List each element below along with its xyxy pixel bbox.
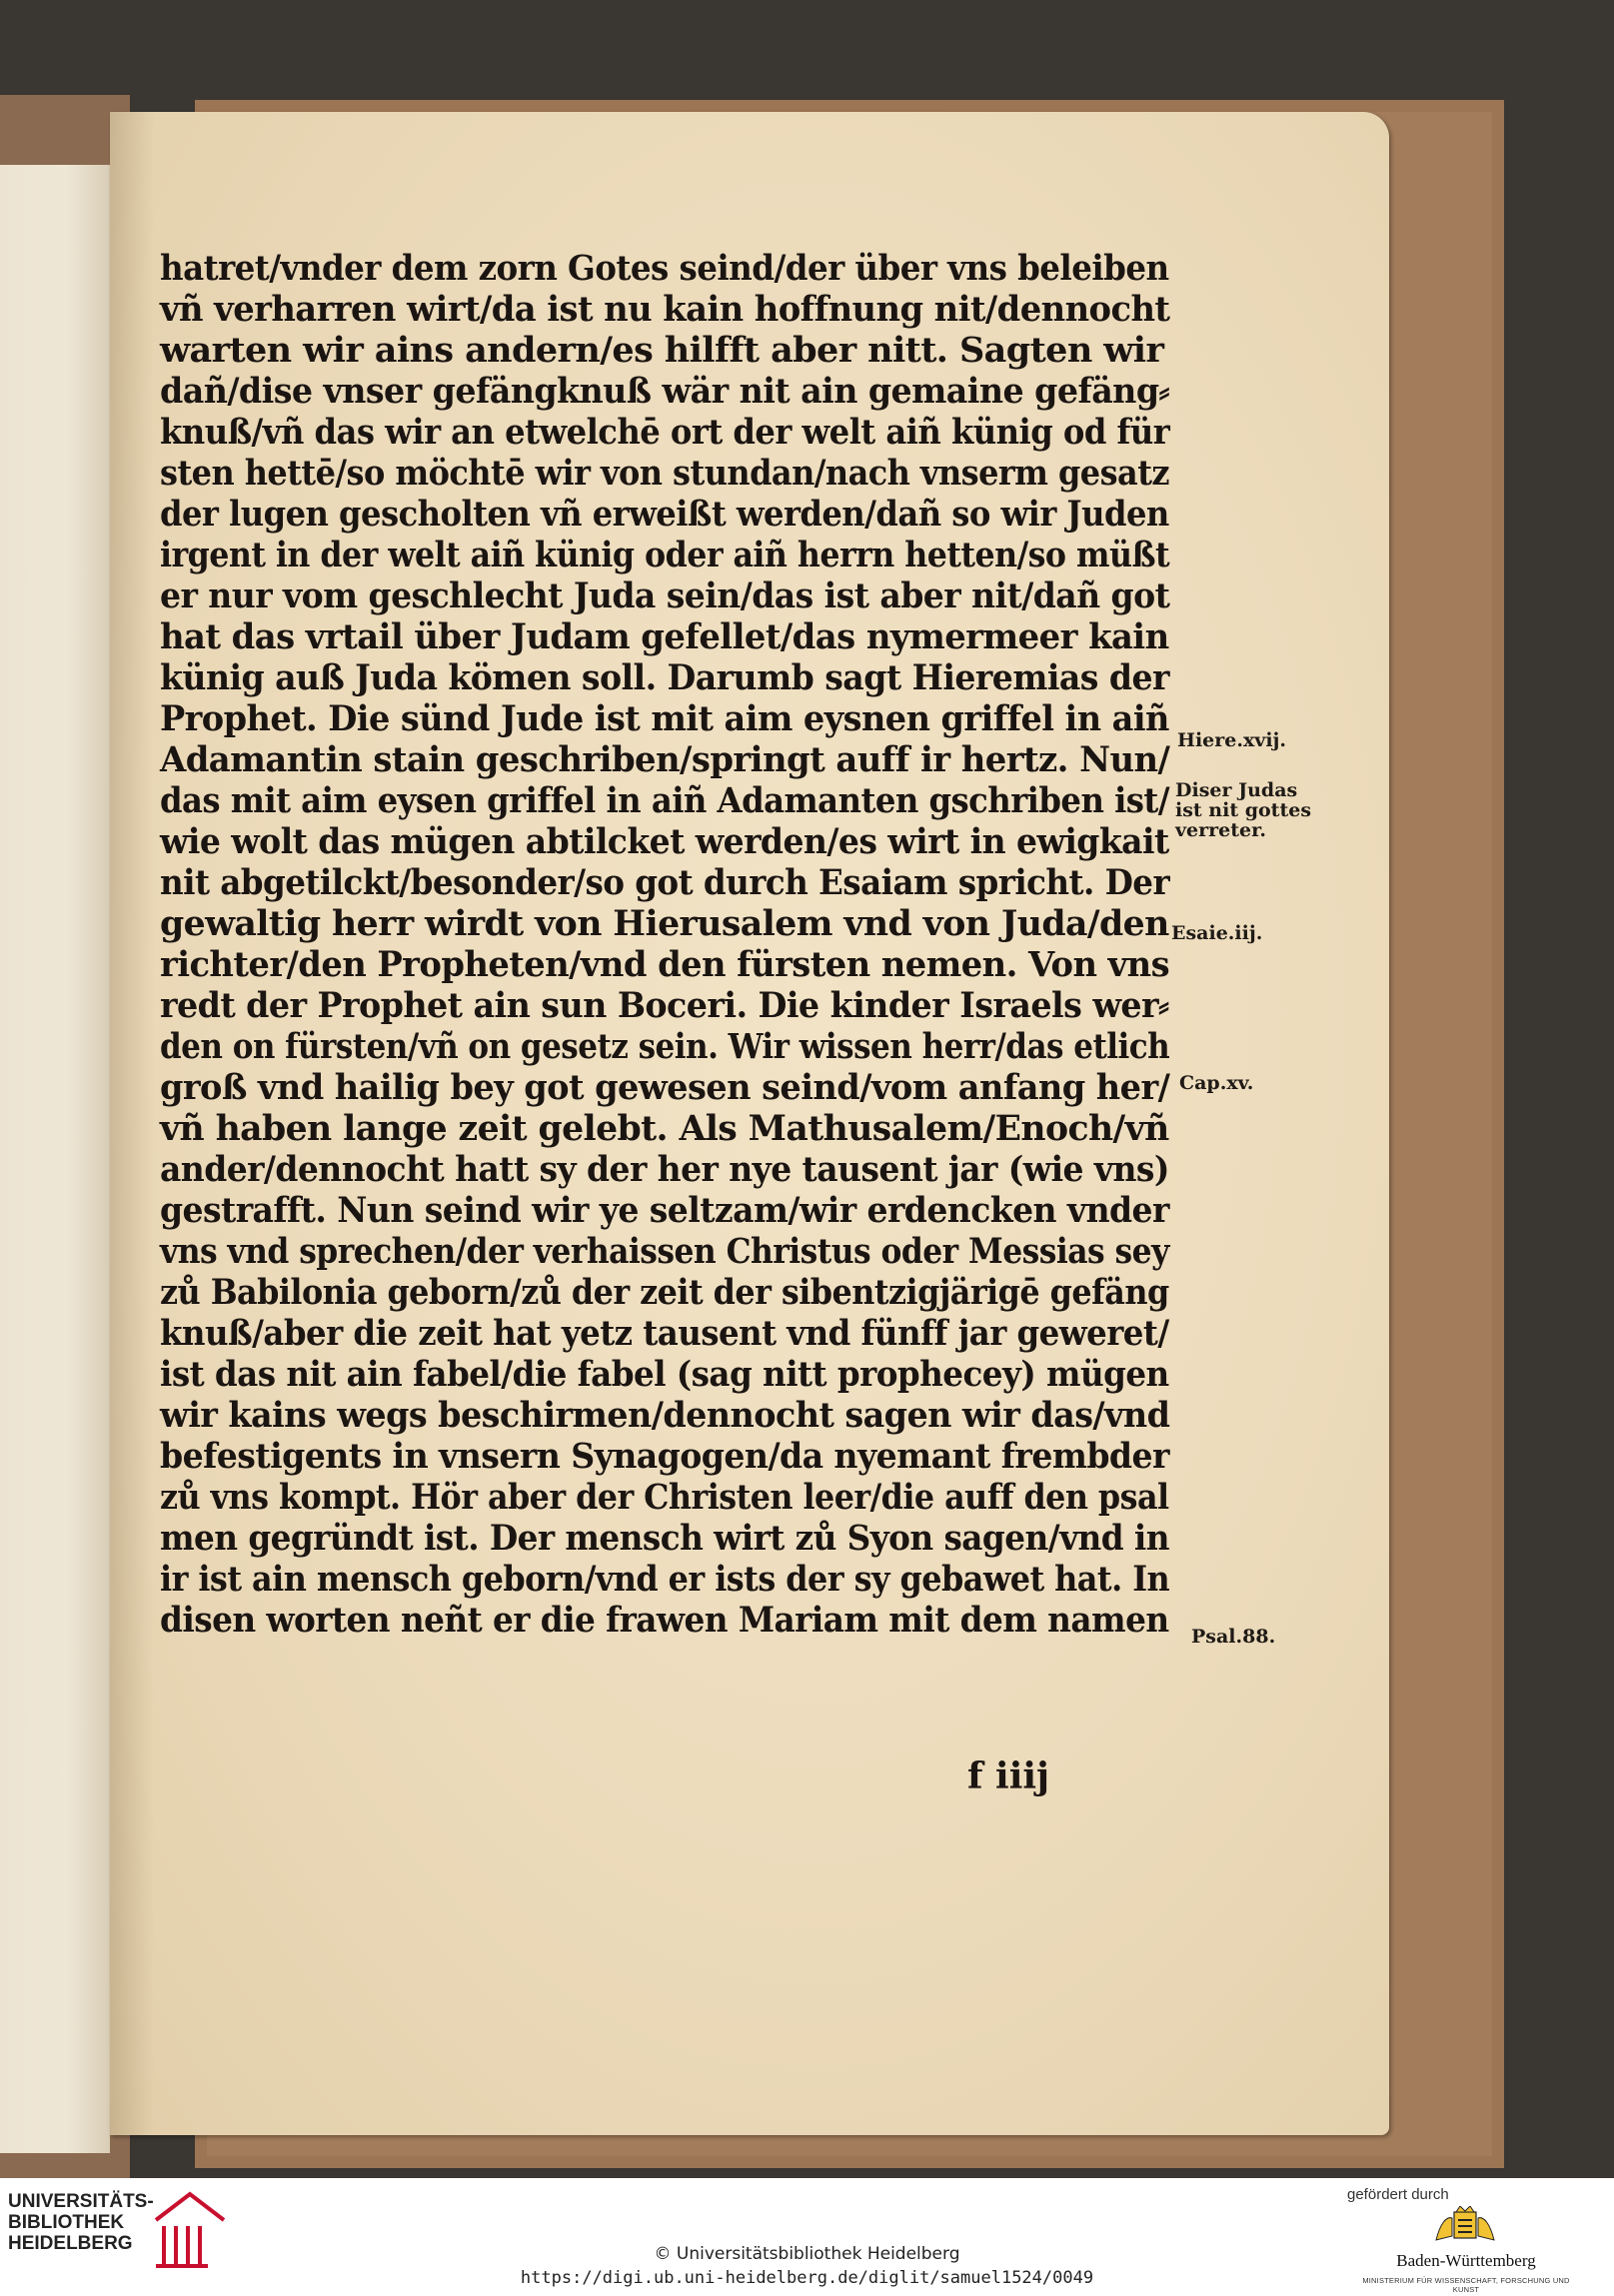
text-line: Prophet. Die sünd Jude ist mit aim eysnen griffel in aiñ <box>160 698 1169 739</box>
text-line: groß vnd hailig bey got gewesen seind/vom anfang her/ <box>160 1067 1170 1108</box>
library-logo-line: UNIVERSITÄTS- <box>8 2191 154 2212</box>
text-line: das mit aim eysen griffel in aiñ Adamanten gschriben ist/ <box>160 780 1170 821</box>
text-line: ir ist ain mensch geborn/vnd er ists der sy gebawet hat. In <box>160 1559 1170 1600</box>
margin-note-line: Diser Judas <box>1175 779 1298 801</box>
margin-note-cap <box>1179 1073 1253 1093</box>
text-line: ander/dennocht hatt sy der her nye tausent jar (wie vns) <box>160 1149 1169 1190</box>
signature-mark: f iiij <box>967 1755 1050 1797</box>
facing-page-edge <box>0 165 110 2153</box>
page-gutter-shadow <box>110 112 154 2135</box>
text-line: wie wolt das mügen abtilcket werden/es wirt in ewigkait <box>160 821 1169 862</box>
text-line: ist das nit ain fabel/die fabel (sag nitt prophecey) mügen <box>160 1354 1169 1395</box>
text-line: hat das vrtail über Judam gefellet/das nymermeer kain <box>160 616 1169 657</box>
state-crest-icon <box>1432 2206 1498 2246</box>
text-line: zů Babilonia geborn/zů der zeit der sibentzigjärigē gefäng <box>160 1272 1169 1313</box>
text-line: der lugen gescholten vñ erweißt werden/dañ so wir Juden <box>160 494 1169 535</box>
text-line: zů vns kompt. Hör aber der Christen leer/die auff den psal <box>160 1477 1169 1518</box>
library-logo-line: HEIDELBERG <box>8 2233 133 2254</box>
text-line: künig auß Juda kömen soll. Darumb sagt Hieremias der <box>160 657 1169 698</box>
text-line: redt der Prophet ain sun Boceri. Die kinder Israels wer⸗ <box>160 985 1169 1026</box>
library-logo-line: BIBLIOTHEK <box>8 2212 125 2233</box>
text-line: men gegründt ist. Der mensch wirt zů Syon sagen/vnd in <box>160 1518 1169 1559</box>
copyright-text: © Universitätsbibliothek Heidelberg <box>654 2244 960 2264</box>
margin-note-hiere <box>1177 730 1286 750</box>
text-line: vns vnd sprechen/der verhaissen Christus oder Messias sey <box>160 1231 1169 1272</box>
page-text <box>160 248 1169 1641</box>
text-line: richter/den Propheten/vnd den fürsten nemen. Von vns <box>160 944 1170 985</box>
text-line: nit abgetilckt/besonder/so got durch Esaiam spricht. Der <box>160 862 1170 903</box>
text-line: er nur vom geschlecht Juda sein/das ist aber nit/dañ got <box>160 575 1170 616</box>
margin-note-judas <box>1175 780 1311 840</box>
text-line: gewaltig herr wirdt von Hierusalem vnd von Juda/den <box>160 903 1169 944</box>
text-line: disen worten neñt er die frawen Mariam mit dem namen <box>160 1600 1169 1641</box>
margin-note-psal <box>1191 1627 1275 1647</box>
text-line: knuß/aber die zeit hat yetz tausent vnd fünff jar geweret/ <box>160 1313 1169 1354</box>
text-line: vñ haben lange zeit gelebt. Als Mathusalem/Enoch/vñ <box>160 1108 1169 1149</box>
state-name: Baden-Württemberg <box>1396 2251 1536 2270</box>
margin-note-line: Psal.88. <box>1191 1626 1276 1648</box>
text-line: den on fürsten/vñ on gesetz sein. Wir wissen herr/das etlich <box>160 1026 1170 1067</box>
text-line: knuß/vñ das wir an etwelchē ort der welt aiñ künig od für <box>160 412 1170 453</box>
text-line: hatret/vnder dem zorn Gotes seind/der über vns beleiben <box>160 248 1169 289</box>
text-line: wir kains wegs beschirmen/dennocht sagen wir das/vnd <box>160 1395 1170 1436</box>
ministry-name: MINISTERIUM FÜR WISSENSCHAFT, FORSCHUNG UND KUNST <box>1362 2276 1570 2294</box>
margin-note-line: ist nit gottes <box>1175 799 1312 821</box>
margin-note-line: Hiere.xvij. <box>1177 729 1287 751</box>
margin-note-esaie <box>1171 923 1262 943</box>
text-line: sten hettē/so möchtē wir von stundan/nach vnserm gesatz <box>160 453 1170 494</box>
funded-by-label: gefördert durch <box>1347 2186 1449 2203</box>
text-line: warten wir ains andern/es hilfft aber nitt. Sagten wir <box>160 330 1164 371</box>
margin-note-line: verreter. <box>1175 819 1266 841</box>
permalink-url[interactable]: https://digi.ub.uni-heidelberg.de/diglit/samuel1524/0049 <box>520 2268 1094 2288</box>
text-line: Adamantin stain geschriben/springt auff ir hertz. Nun/ <box>160 739 1170 780</box>
text-line: befestigents in vnsern Synagogen/da nyemant frembder <box>160 1436 1169 1477</box>
margin-note-line: Cap.xv. <box>1179 1072 1254 1094</box>
margin-note-line: Esaie.iij. <box>1171 922 1263 944</box>
text-line: irgent in der welt aiñ künig oder aiñ herrn hetten/so müßt <box>160 535 1170 575</box>
text-line: gestrafft. Nun seind wir ye seltzam/wir erdencken vnder <box>160 1190 1169 1231</box>
text-line: vñ verharren wirt/da ist nu kain hoffnung nit/dennocht <box>160 289 1170 330</box>
text-line: dañ/dise vnser gefängknuß wär nit ain gemaine gefäng⸗ <box>160 371 1170 412</box>
